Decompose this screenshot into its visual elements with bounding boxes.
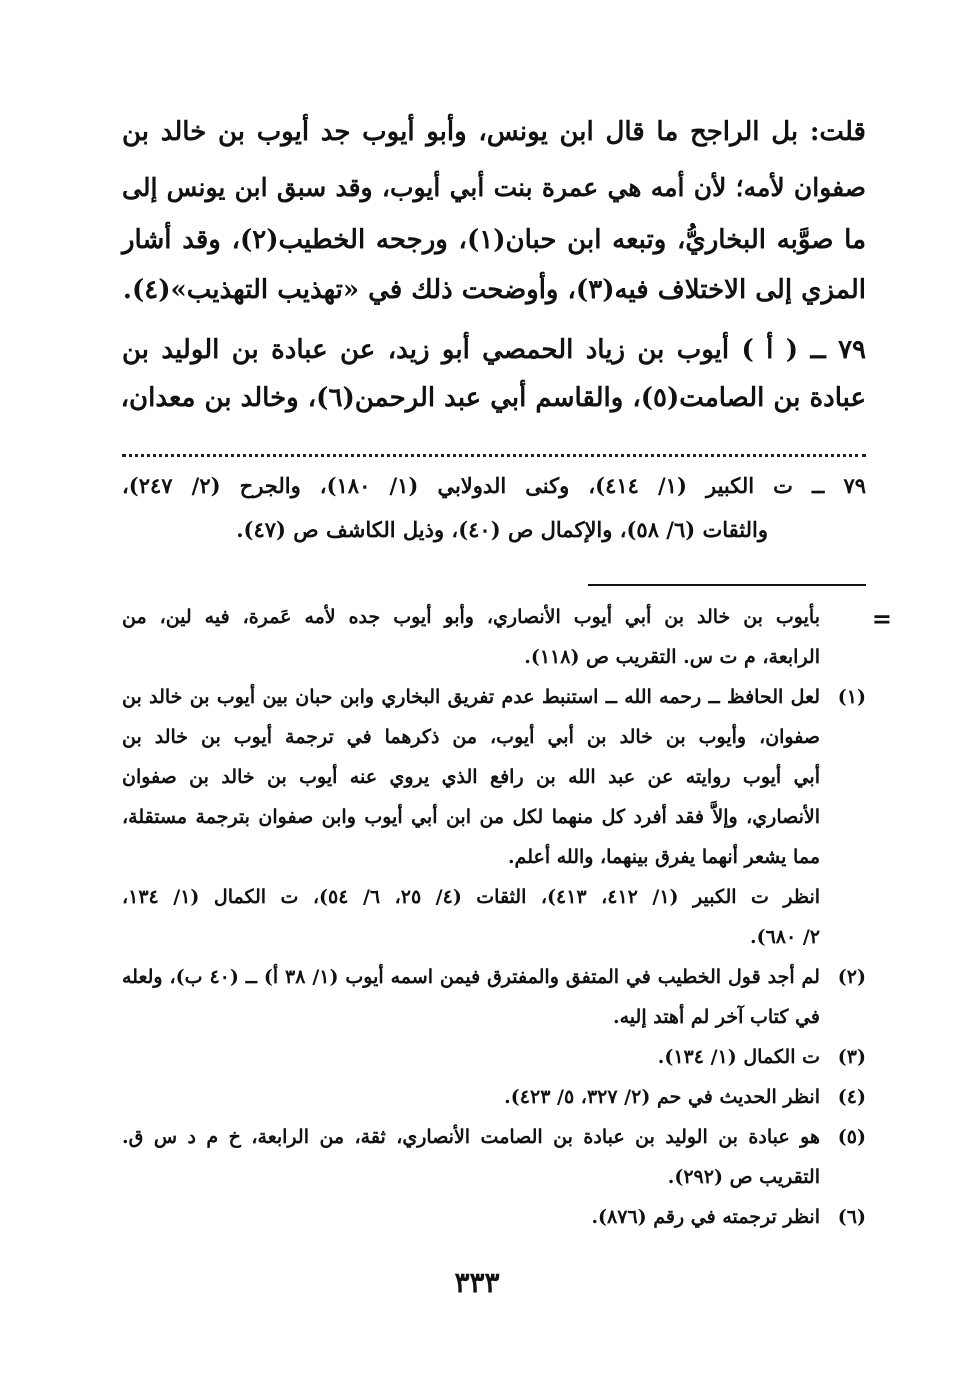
footnote-line: ت الكمال (١/ ١٣٤). <box>657 1046 820 1068</box>
main-text-line: ما صوَّبه البخاريُّ، وتبعه ابن حبان(١)، ورجحه الخطيب(٢)، وقد أشار <box>122 225 866 255</box>
dotted-separator <box>122 440 866 457</box>
footnote-rule <box>588 584 866 586</box>
main-text-line: عبادة بن الصامت(٥)، والقاسم أبي عبد الرحمن(٦)، وخالد بن معدان، <box>120 383 866 413</box>
footnote-line: مما يشعر أنهما يفرق بينهما، والله أعلم. <box>507 846 820 868</box>
footnote-line: التقريب ص (٢٩٢). <box>667 1166 820 1188</box>
footnote-line: انظر الحديث في حم (٢/ ٣٢٧، ٥/ ٤٢٣). <box>504 1086 820 1108</box>
reference-line: ٧٩ ــ ت الكبير (١/ ٤١٤)، وكنى الدولابي (١/ ١٨٠)، والجرح (٢/ ٢٤٧)، <box>122 473 866 498</box>
footnote-line: لم أجد قول الخطيب في المتفق والمفترق فيمن اسمه أيوب (١/ ٣٨ أ) ــ (٤٠ ب)، ولعله <box>122 966 820 988</box>
footnote-line: بأيوب بن خالد بن أبي أيوب الأنصاري، وأبو أيوب جده لأمه عَمرة، فيه لين، من <box>122 606 820 628</box>
main-text-line: صفوان لأمه؛ لأن أمه هي عمرة بنت أبي أيوب، وقد سبق ابن يونس إلى <box>122 173 866 202</box>
main-text-line: قلت: بل الراجح ما قال ابن يونس، وأبو أيوب جد أيوب بن خالد بن <box>122 117 866 147</box>
footnote-line: الرابعة، م ت س. التقريب ص (١١٨). <box>524 646 820 668</box>
footnote-number: (١) <box>837 686 866 708</box>
main-text-line: المزي إلى الاختلاف فيه(٣)، وأوضحت ذلك في «تهذيب التهذيب»(٤). <box>122 275 866 305</box>
footnote-number: (٥) <box>837 1126 866 1148</box>
footnote-number: (٦) <box>837 1206 866 1228</box>
footnote-line: أبي أيوب روايته عن عبد الله بن رافع الذي يروي عنه أيوب بن خالد بن صفوان <box>122 766 820 788</box>
entry-heading-line: ٧٩ ــ ( أ ) أيوب بن زياد الحمصي أبو زيد، عن عبادة بن الوليد بن <box>122 335 866 365</box>
footnote-line: لعل الحافظ ــ رحمه الله ــ استنبط عدم تفريق البخاري وابن حبان بين أيوب بن خالد بن <box>122 686 820 708</box>
footnote-number: (٣) <box>837 1046 866 1068</box>
footnote-number: (٤) <box>837 1086 866 1108</box>
reference-line: والثقات (٦/ ٥٨)، والإكمال ص (٤٠)، وذيل الكاشف ص (٤٧). <box>236 517 768 542</box>
footnote-line: صفوان، وأيوب بن خالد بن أبي أيوب، من ذكرهما في ترجمة أيوب بن خالد بن <box>122 726 820 748</box>
footnote-line: في كتاب آخر لم أهتد إليه. <box>613 1006 820 1028</box>
footnote-line: انظر ترجمته في رقم (٨٧٦). <box>591 1206 820 1228</box>
footnote-number: (٢) <box>837 966 866 988</box>
footnote-line: ٢/ ٦٨٠). <box>749 926 820 948</box>
footnote-line: انظر ت الكبير (١/ ٤١٢، ٤١٣)، الثقات (٤/ ٢٥، ٦/ ٥٤)، ت الكمال (١/ ١٣٤، <box>122 886 821 908</box>
footnote-line: الأنصاري، وإلاَّ فقد أفرد كل منهما لكل من ابن أبي أيوب وابن صفوان بترجمة مستقلة، <box>122 806 820 828</box>
page-number: ٣٣٣ <box>454 1266 500 1299</box>
continuation-mark: = <box>871 604 892 633</box>
footnote-line: هو عبادة بن الوليد بن عبادة بن الصامت الأنصاري، ثقة، من الرابعة، خ م د س ق. <box>122 1126 820 1148</box>
